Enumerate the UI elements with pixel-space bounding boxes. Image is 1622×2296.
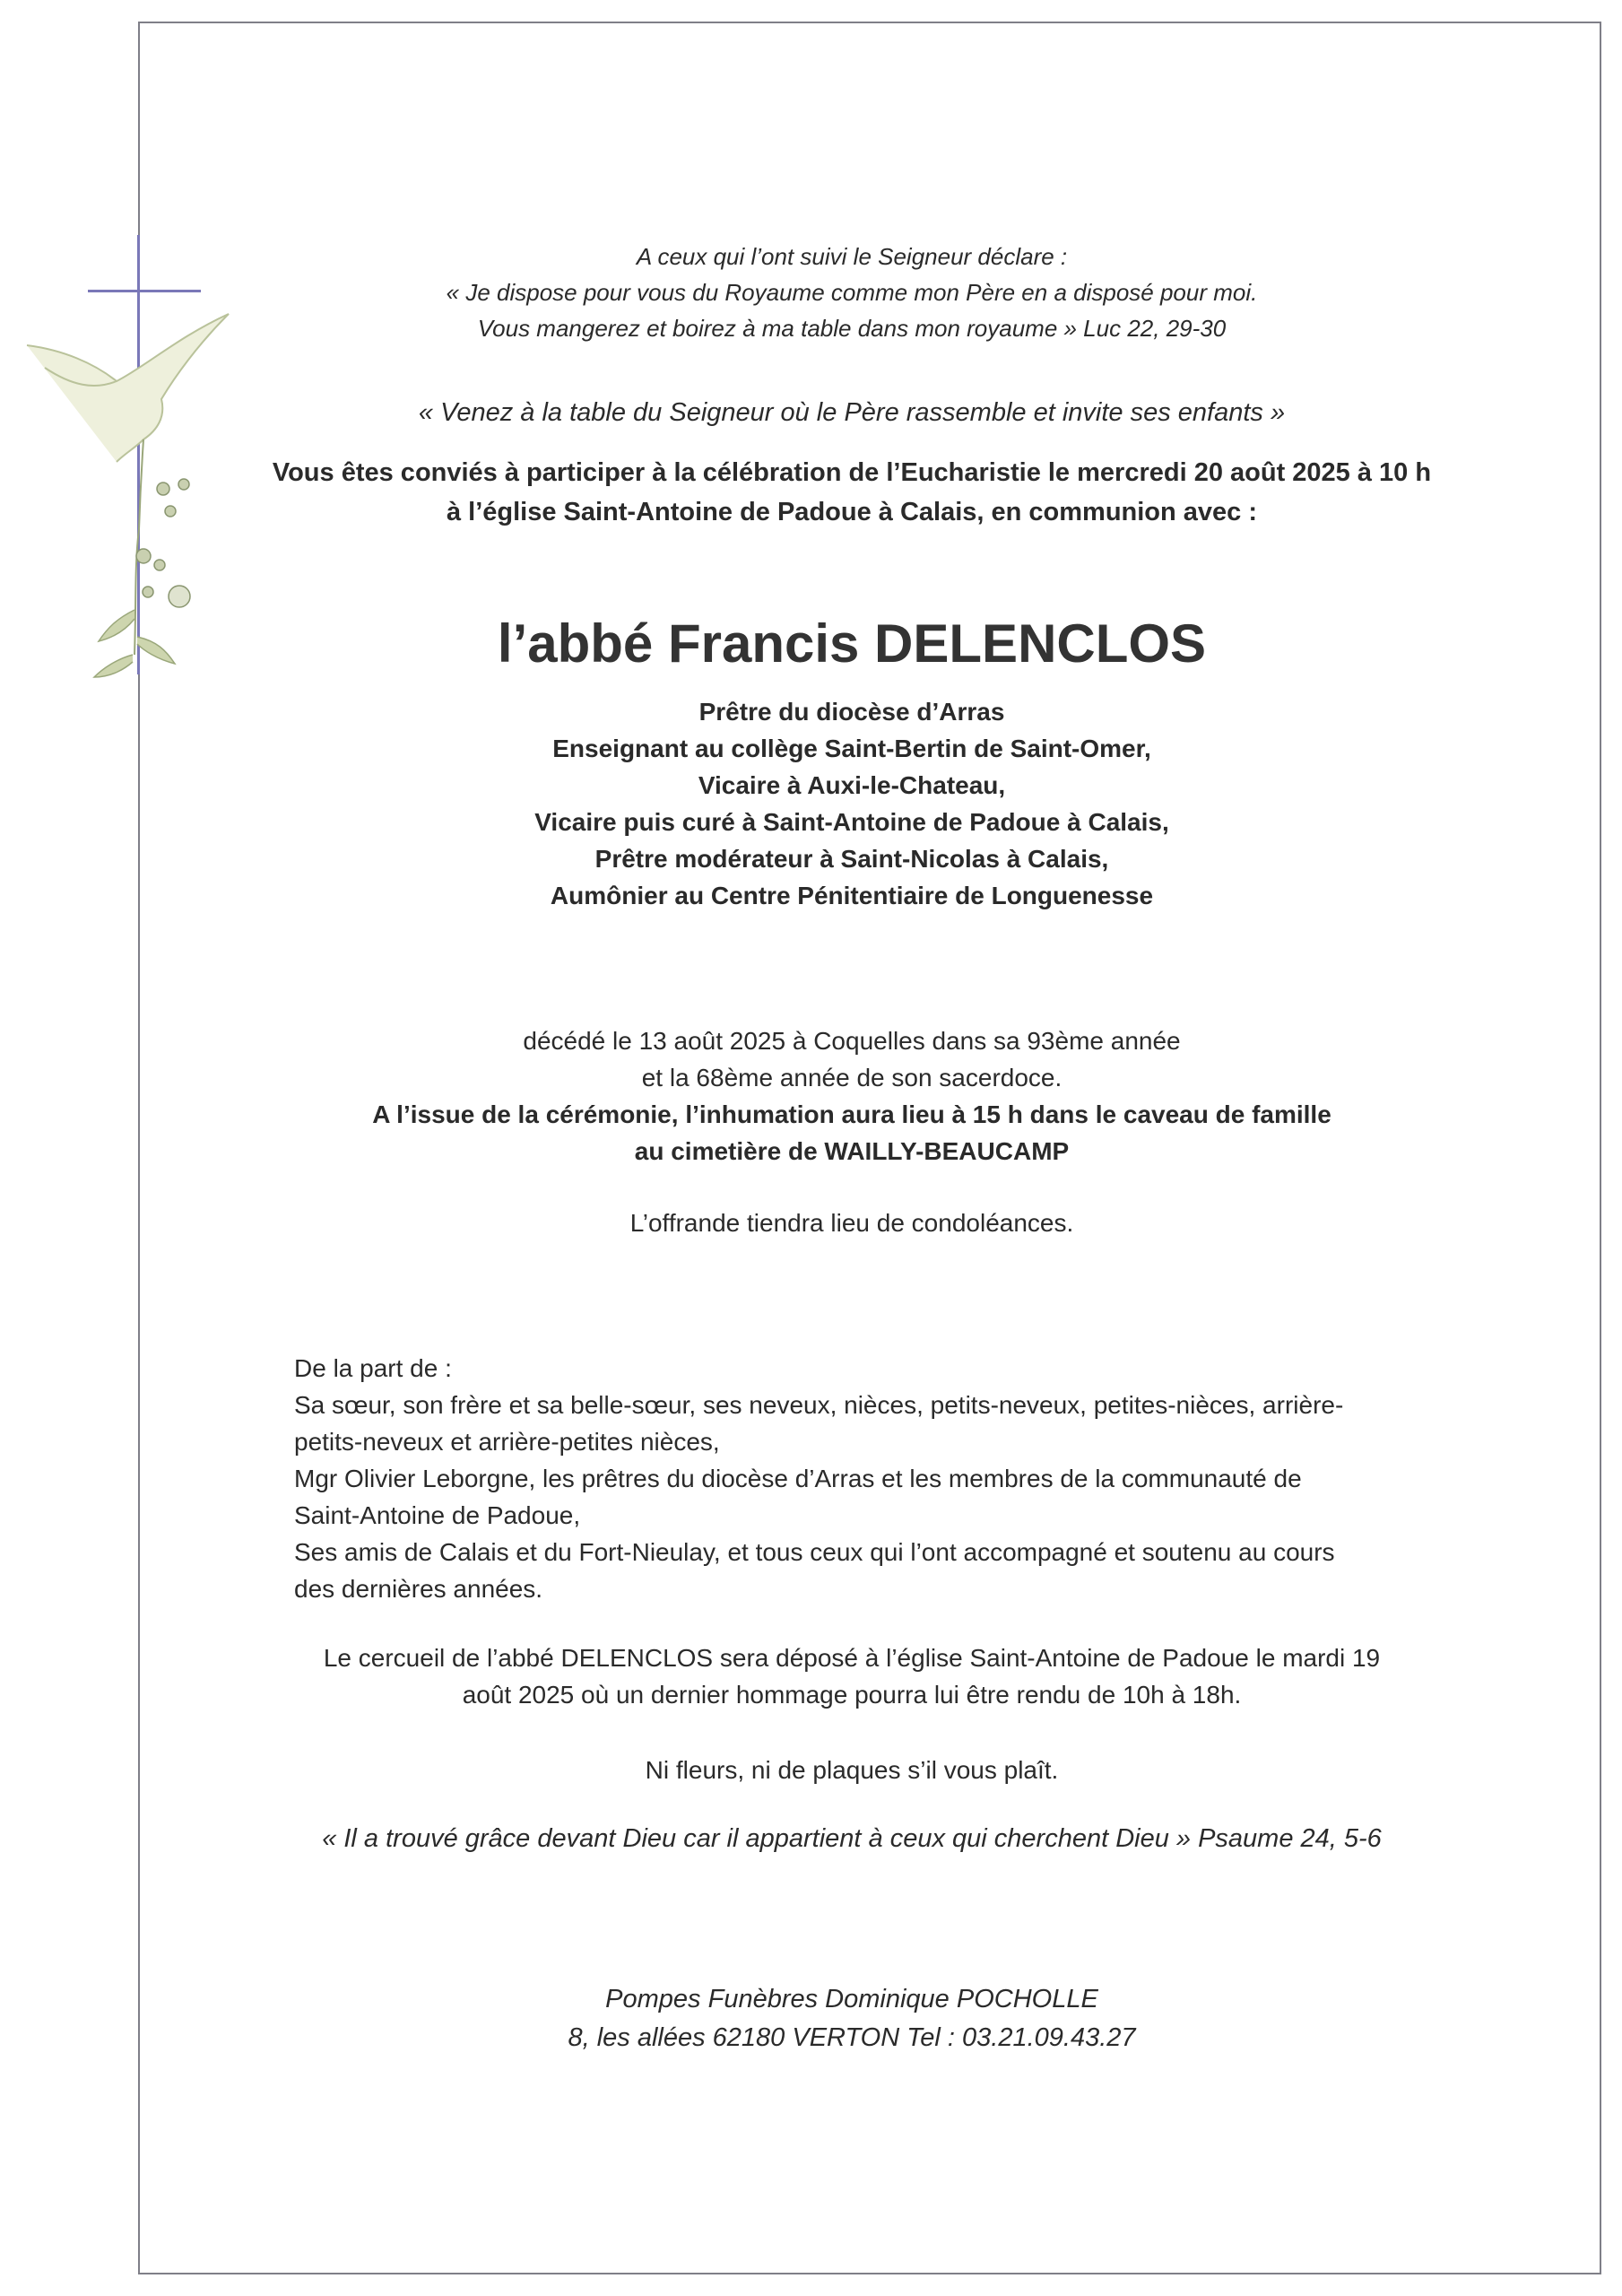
role-item: Prêtre du diocèse d’Arras xyxy=(698,698,1005,726)
coffin-line: août 2025 où un dernier hommage pourra lui être rendu de 10h à 18h. xyxy=(462,1681,1242,1709)
invitation-line: Vous êtes conviés à participer à la célébration de l’Eucharistie le mercredi 20 août 2025 à 10 h xyxy=(272,458,1432,487)
coffin-line: Le cercueil de l’abbé DELENCLOS sera déposé à l’église Saint-Antoine de Padoue le mardi 19 xyxy=(323,1644,1381,1672)
funeral-home-name: Pompes Funèbres Dominique POCHOLLE xyxy=(605,1985,1098,2013)
family-line: De la part de : xyxy=(294,1354,452,1382)
header-quote xyxy=(179,239,1524,346)
header-quote-line: Vous mangerez et boirez à ma table dans mon royaume » Luc 22, 29-30 xyxy=(477,315,1227,342)
burial-line: A l’issue de la cérémonie, l’inhumation aura lieu à 15 h dans le caveau de famille xyxy=(372,1100,1331,1128)
coffin-note xyxy=(179,1639,1524,1713)
closing-quote: « Il a trouvé grâce devant Dieu car il appartient à ceux qui cherchent Dieu » Psaume 24, 5-6 xyxy=(322,1824,1382,1853)
roles-list xyxy=(179,693,1524,914)
invitation-line: à l’église Saint-Antoine de Padoue à Calais, en communion avec : xyxy=(446,498,1258,526)
role-item: Aumônier au Centre Pénitentiaire de Longuenesse xyxy=(550,882,1154,909)
family-section xyxy=(294,1350,1451,1607)
family-line: petits-neveux et arrière-petites nièces, xyxy=(294,1428,720,1456)
role-item: Vicaire à Auxi-le-Chateau, xyxy=(698,771,1006,799)
funeral-home-address: 8, les allées 62180 VERTON Tel : 03.21.09.43.27 xyxy=(568,2023,1136,2052)
header-quote-line: « Je dispose pour vous du Royaume comme mon Père en a disposé pour moi. xyxy=(446,279,1258,306)
invitation-quote: « Venez à la table du Seigneur où le Père rassemble et invite ses enfants » xyxy=(418,398,1286,427)
role-item: Enseignant au collège Saint-Bertin de Saint-Omer, xyxy=(552,735,1151,762)
role-item: Vicaire puis curé à Saint-Antoine de Padoue à Calais, xyxy=(534,808,1169,836)
header-quote-line: A ceux qui l’ont suivi le Seigneur déclare : xyxy=(636,243,1068,270)
funeral-home xyxy=(179,1980,1524,2057)
family-line: Ses amis de Calais et du Fort-Nieulay, et tous ceux qui l’ont accompagné et soutenu au cours xyxy=(294,1538,1335,1566)
no-flowers-note: Ni fleurs, ni de plaques s’il vous plaît. xyxy=(645,1756,1059,1784)
condolences-note: L’offrande tiendra lieu de condoléances. xyxy=(629,1209,1074,1237)
death-notice xyxy=(179,1022,1524,1170)
role-item: Prêtre modérateur à Saint-Nicolas à Calais, xyxy=(594,845,1109,873)
death-line: décédé le 13 août 2025 à Coquelles dans sa 93ème année xyxy=(523,1027,1181,1055)
family-line: Mgr Olivier Leborgne, les prêtres du diocèse d’Arras et les membres de la communauté de xyxy=(294,1465,1302,1492)
family-line: Saint-Antoine de Padoue, xyxy=(294,1501,581,1529)
invitation-text xyxy=(179,453,1524,532)
family-line: Sa sœur, son frère et sa belle-sœur, ses neveux, nièces, petits-neveux, petites-nièces, arrière- xyxy=(294,1391,1344,1419)
family-line: des dernières années. xyxy=(294,1575,543,1603)
burial-line: au cimetière de WAILLY-BEAUCAMP xyxy=(634,1137,1070,1165)
deceased-name: l’abbé Francis DELENCLOS xyxy=(497,613,1207,674)
death-line: et la 68ème année de son sacerdoce. xyxy=(641,1064,1063,1091)
